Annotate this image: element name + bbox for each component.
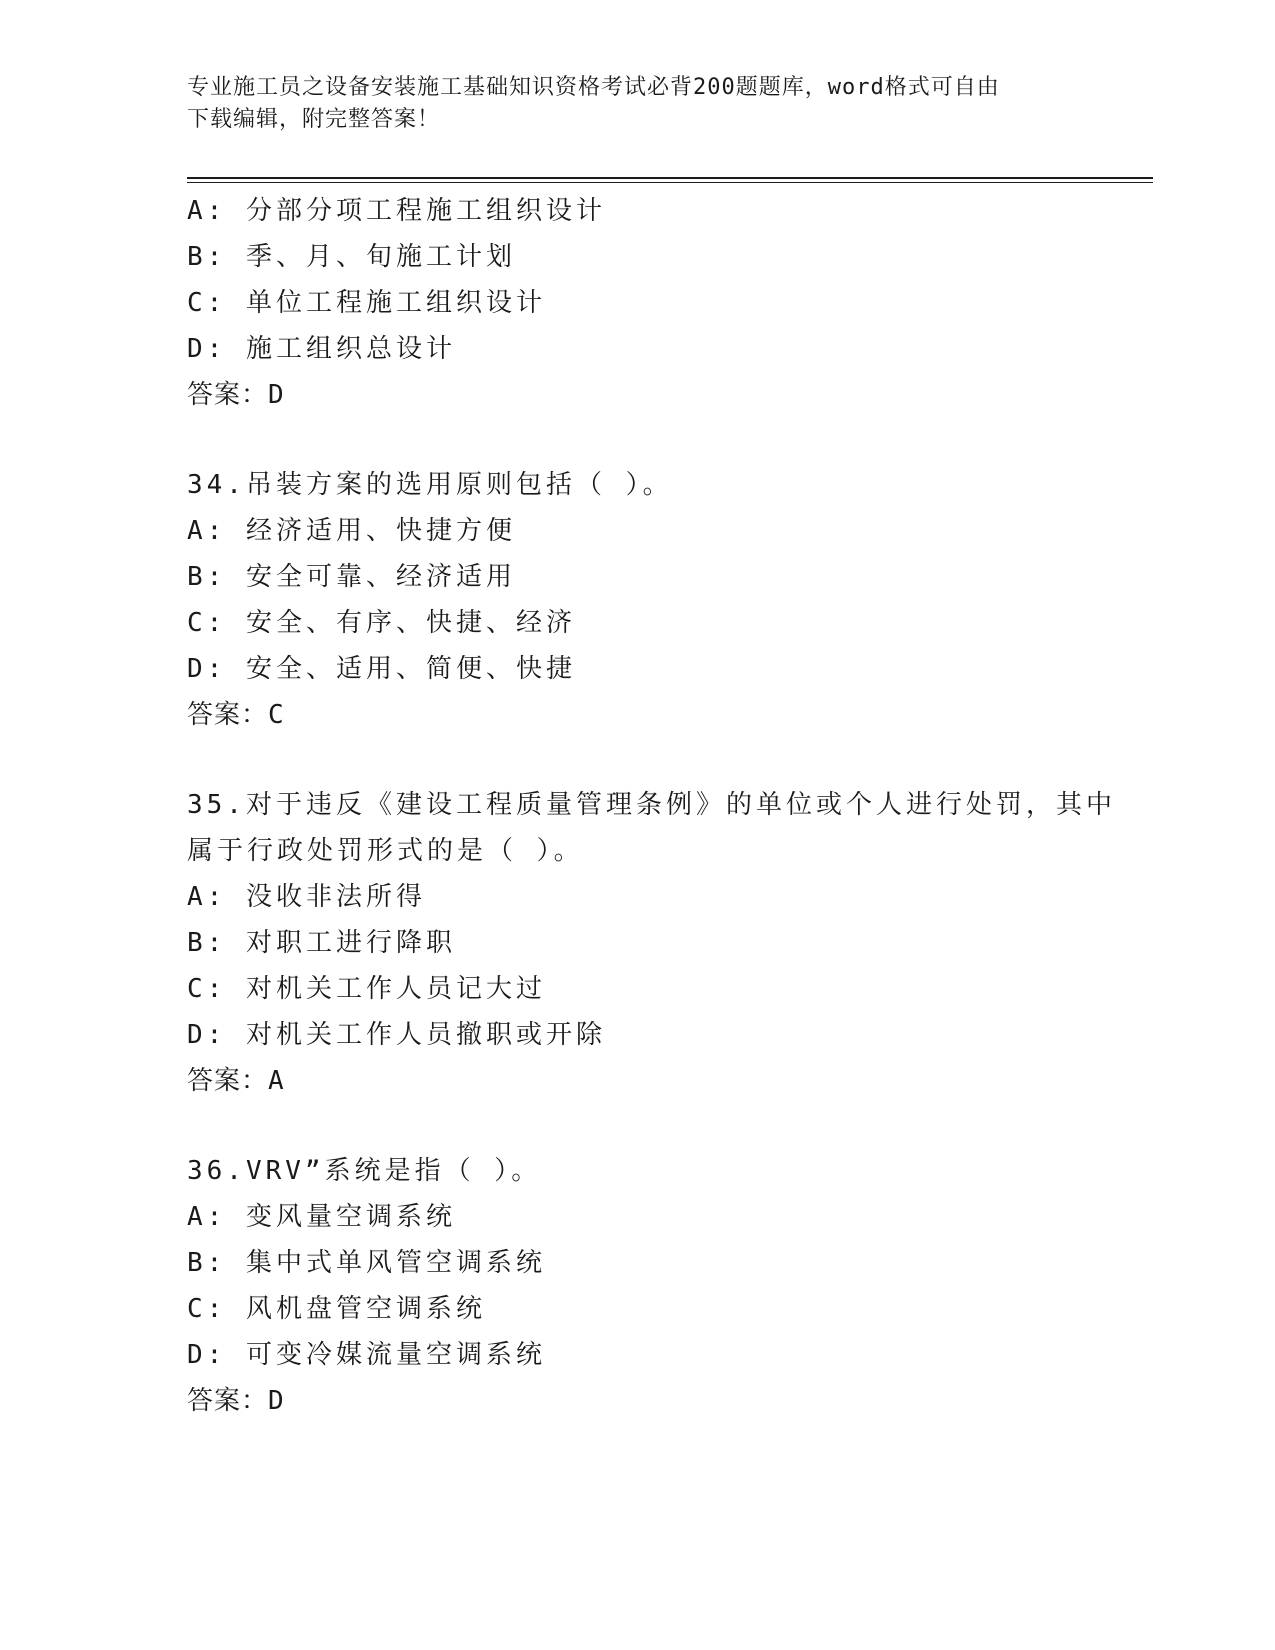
option-d: D: 可变冷媒流量空调系统: [187, 1340, 546, 1370]
header-rule-thin: [187, 182, 1153, 183]
header-line-2: 下载编辑，附完整答案！: [187, 107, 441, 132]
option-d: D: 对机关工作人员撤职或开除: [187, 1020, 606, 1050]
header-rule-thick: [187, 177, 1153, 179]
question-text-line-1: 35.对于违反《建设工程质量管理条例》的单位或个人进行处罚，其中: [187, 790, 1116, 820]
option-a: A: 变风量空调系统: [187, 1202, 456, 1232]
answer-label: 答案：: [187, 1386, 269, 1416]
answer-value: A: [268, 1066, 285, 1096]
answer-line: [187, 1058, 1127, 1104]
question-text-line-2: 属于行政处罚形式的是（ ）。: [187, 836, 584, 866]
option-c: C: 单位工程施工组织设计: [187, 288, 546, 318]
option-a: A: 没收非法所得: [187, 882, 426, 912]
answer-line: [187, 372, 1127, 418]
option-d: D: 安全、适用、简便、快捷: [187, 654, 576, 684]
option-d: D: 施工组织总设计: [187, 334, 456, 364]
option-a: A: 分部分项工程施工组织设计: [187, 196, 606, 226]
question-text: 34.吊装方案的选用原则包括（ ）。: [187, 470, 673, 500]
question-text: 36.VRV”系统是指（ ）。: [187, 1156, 542, 1186]
header-line-1: 专业施工员之设备安装施工基础知识资格考试必背200题题库，word格式可自由: [187, 75, 1000, 100]
option-b: B: 对职工进行降职: [187, 928, 456, 958]
question-35: [187, 782, 1127, 1104]
answer-label: 答案：: [187, 1066, 269, 1096]
question-list: [187, 188, 1127, 1424]
answer-value: C: [268, 700, 285, 730]
option-b: B: 安全可靠、经济适用: [187, 562, 516, 592]
option-b: B: 季、月、旬施工计划: [187, 242, 516, 272]
question-36: [187, 1148, 1127, 1424]
option-c: C: 对机关工作人员记大过: [187, 974, 546, 1004]
option-b: B: 集中式单风管空调系统: [187, 1248, 546, 1278]
question-34: [187, 462, 1127, 738]
answer-line: [187, 1378, 1127, 1424]
answer-line: [187, 692, 1127, 738]
option-a: A: 经济适用、快捷方便: [187, 516, 516, 546]
question-33: [187, 188, 1127, 418]
answer-value: D: [268, 380, 285, 410]
document-header: [187, 72, 1087, 136]
answer-label: 答案：: [187, 700, 269, 730]
option-c: C: 安全、有序、快捷、经济: [187, 608, 576, 638]
option-c: C: 风机盘管空调系统: [187, 1294, 486, 1324]
answer-value: D: [268, 1386, 285, 1416]
answer-label: 答案：: [187, 380, 269, 410]
